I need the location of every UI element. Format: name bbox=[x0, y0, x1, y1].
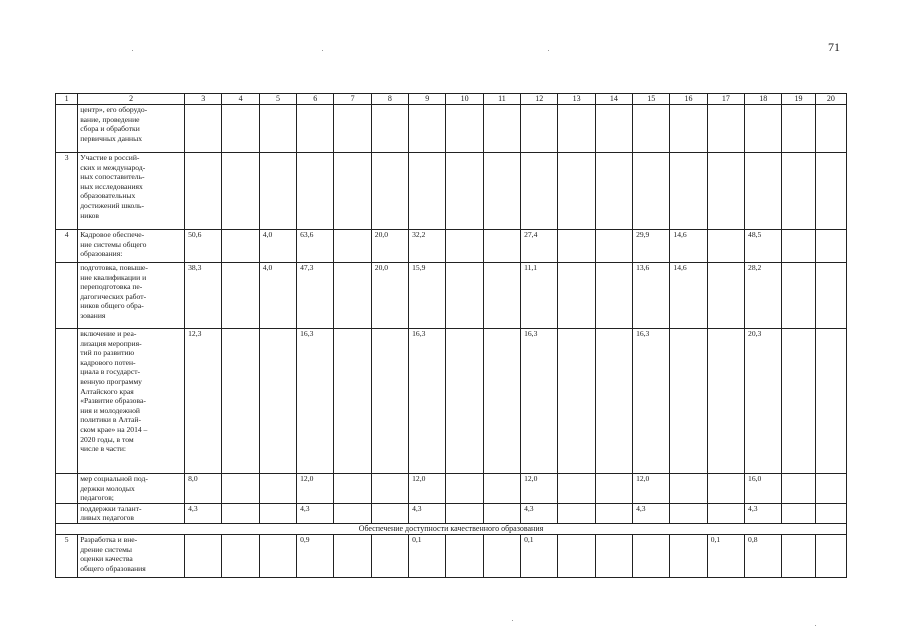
value-cell bbox=[483, 474, 520, 504]
value-cell bbox=[782, 329, 815, 474]
value-cell bbox=[595, 263, 632, 329]
column-header-8: 8 bbox=[371, 94, 408, 105]
value-cell: 15,9 bbox=[409, 263, 446, 329]
value-cell bbox=[222, 153, 259, 230]
value-cell bbox=[409, 105, 446, 153]
value-cell bbox=[446, 534, 483, 577]
row-number-cell: 3 bbox=[56, 153, 78, 230]
scan-speck bbox=[322, 50, 323, 51]
value-cell: 16,3 bbox=[521, 329, 558, 474]
value-cell bbox=[483, 503, 520, 523]
table-row bbox=[56, 263, 847, 329]
column-header-18: 18 bbox=[745, 94, 782, 105]
column-header-1: 1 bbox=[56, 94, 78, 105]
value-cell bbox=[259, 105, 296, 153]
value-cell: 63,6 bbox=[297, 230, 334, 263]
value-cell bbox=[222, 503, 259, 523]
column-header-17: 17 bbox=[707, 94, 744, 105]
value-cell bbox=[595, 329, 632, 474]
column-header-12: 12 bbox=[521, 94, 558, 105]
value-cell bbox=[259, 534, 296, 577]
description-cell: Участие в россий- ских и международ- ных сопоставитель- ных исследованиях образовательных достижений школь- ников bbox=[78, 153, 185, 230]
value-cell: 48,5 bbox=[745, 230, 782, 263]
value-cell bbox=[707, 329, 744, 474]
value-cell bbox=[371, 329, 408, 474]
column-header-13: 13 bbox=[558, 94, 595, 105]
value-cell: 29,9 bbox=[633, 230, 670, 263]
value-cell bbox=[558, 263, 595, 329]
value-cell bbox=[595, 153, 632, 230]
value-cell bbox=[707, 230, 744, 263]
value-cell bbox=[815, 474, 846, 504]
value-cell: 38,3 bbox=[185, 263, 222, 329]
value-cell bbox=[558, 534, 595, 577]
value-cell bbox=[633, 105, 670, 153]
value-cell: 4,0 bbox=[259, 263, 296, 329]
value-cell bbox=[297, 105, 334, 153]
column-header-16: 16 bbox=[670, 94, 707, 105]
data-table-container bbox=[55, 93, 847, 578]
value-cell bbox=[670, 534, 707, 577]
value-cell bbox=[185, 153, 222, 230]
value-cell bbox=[815, 329, 846, 474]
description-cell: подготовка, повыше- ние квалификации и переподготовка пе- дагогических работ- ников общего обра- зования bbox=[78, 263, 185, 329]
value-cell bbox=[595, 534, 632, 577]
value-cell bbox=[558, 230, 595, 263]
value-cell bbox=[558, 105, 595, 153]
row-number-cell bbox=[56, 105, 78, 153]
value-cell: 47,3 bbox=[297, 263, 334, 329]
value-cell bbox=[334, 534, 371, 577]
value-cell: 20,3 bbox=[745, 329, 782, 474]
value-cell: 50,6 bbox=[185, 230, 222, 263]
column-header-20: 20 bbox=[815, 94, 846, 105]
table-row bbox=[56, 230, 847, 263]
row-number-cell bbox=[56, 503, 78, 523]
row-number-cell: 4 bbox=[56, 230, 78, 263]
value-cell: 4,3 bbox=[521, 503, 558, 523]
value-cell bbox=[815, 230, 846, 263]
value-cell bbox=[259, 474, 296, 504]
row-number-cell bbox=[56, 474, 78, 504]
value-cell bbox=[633, 153, 670, 230]
column-header-3: 3 bbox=[185, 94, 222, 105]
value-cell: 4,0 bbox=[259, 230, 296, 263]
value-cell bbox=[595, 230, 632, 263]
value-cell: 12,3 bbox=[185, 329, 222, 474]
value-cell bbox=[446, 105, 483, 153]
table-row bbox=[56, 503, 847, 523]
value-cell bbox=[371, 153, 408, 230]
value-cell: 11,1 bbox=[521, 263, 558, 329]
value-cell bbox=[707, 153, 744, 230]
header-row bbox=[56, 94, 847, 105]
value-cell bbox=[371, 503, 408, 523]
section-row bbox=[56, 523, 847, 534]
value-cell bbox=[222, 105, 259, 153]
value-cell bbox=[595, 474, 632, 504]
value-cell bbox=[334, 329, 371, 474]
value-cell bbox=[815, 503, 846, 523]
value-cell bbox=[334, 153, 371, 230]
value-cell: 4,3 bbox=[297, 503, 334, 523]
value-cell bbox=[670, 105, 707, 153]
value-cell bbox=[633, 534, 670, 577]
column-header-10: 10 bbox=[446, 94, 483, 105]
value-cell: 8,0 bbox=[185, 474, 222, 504]
value-cell bbox=[259, 329, 296, 474]
value-cell bbox=[334, 230, 371, 263]
value-cell bbox=[409, 153, 446, 230]
value-cell bbox=[446, 503, 483, 523]
table-row bbox=[56, 329, 847, 474]
value-cell: 12,0 bbox=[297, 474, 334, 504]
column-header-6: 6 bbox=[297, 94, 334, 105]
table-row bbox=[56, 534, 847, 577]
column-header-11: 11 bbox=[483, 94, 520, 105]
row-number-cell bbox=[56, 263, 78, 329]
value-cell: 4,3 bbox=[745, 503, 782, 523]
value-cell: 16,3 bbox=[409, 329, 446, 474]
value-cell bbox=[782, 474, 815, 504]
value-cell bbox=[595, 503, 632, 523]
description-cell: включение и реа- лизация мероприя- тий по развитию кадрового потен- циала в государст- венную программу Алтайского края «Развитие образова- ния и молодежной политики в Алтай- ском крае» на 2014 – 2020 годы, в том числе в части: bbox=[78, 329, 185, 474]
column-header-5: 5 bbox=[259, 94, 296, 105]
value-cell bbox=[670, 503, 707, 523]
value-cell: 14,6 bbox=[670, 230, 707, 263]
value-cell bbox=[707, 105, 744, 153]
value-cell bbox=[483, 153, 520, 230]
value-cell bbox=[222, 474, 259, 504]
value-cell bbox=[483, 105, 520, 153]
value-cell bbox=[670, 153, 707, 230]
value-cell bbox=[558, 503, 595, 523]
column-header-2: 2 bbox=[78, 94, 185, 105]
table-body bbox=[56, 105, 847, 578]
value-cell: 4,3 bbox=[409, 503, 446, 523]
value-cell bbox=[446, 329, 483, 474]
description-cell: центр», его оборудо- вание, проведение сбора и обработки первичных данных bbox=[78, 105, 185, 153]
value-cell bbox=[334, 263, 371, 329]
value-cell bbox=[707, 503, 744, 523]
table-header bbox=[56, 94, 847, 105]
description-cell: Разработка и вне- дрение системы оценки качества общего образования bbox=[78, 534, 185, 577]
value-cell bbox=[745, 153, 782, 230]
value-cell: 12,0 bbox=[409, 474, 446, 504]
value-cell bbox=[815, 105, 846, 153]
column-header-7: 7 bbox=[334, 94, 371, 105]
value-cell bbox=[222, 534, 259, 577]
value-cell bbox=[782, 153, 815, 230]
table-row bbox=[56, 474, 847, 504]
page-number: 71 bbox=[828, 40, 840, 54]
column-header-14: 14 bbox=[595, 94, 632, 105]
value-cell bbox=[446, 153, 483, 230]
value-cell bbox=[670, 329, 707, 474]
value-cell bbox=[670, 474, 707, 504]
value-cell bbox=[297, 153, 334, 230]
value-cell bbox=[521, 105, 558, 153]
row-number-cell: 5 bbox=[56, 534, 78, 577]
value-cell bbox=[334, 503, 371, 523]
column-header-9: 9 bbox=[409, 94, 446, 105]
value-cell: 0,1 bbox=[707, 534, 744, 577]
value-cell bbox=[185, 105, 222, 153]
table-row bbox=[56, 153, 847, 230]
value-cell bbox=[782, 230, 815, 263]
value-cell bbox=[483, 230, 520, 263]
value-cell bbox=[707, 474, 744, 504]
value-cell bbox=[185, 534, 222, 577]
value-cell bbox=[334, 474, 371, 504]
value-cell bbox=[259, 503, 296, 523]
column-header-4: 4 bbox=[222, 94, 259, 105]
value-cell bbox=[595, 105, 632, 153]
value-cell bbox=[745, 105, 782, 153]
value-cell bbox=[483, 263, 520, 329]
value-cell: 28,2 bbox=[745, 263, 782, 329]
value-cell bbox=[446, 474, 483, 504]
value-cell bbox=[371, 105, 408, 153]
value-cell bbox=[782, 534, 815, 577]
value-cell bbox=[815, 263, 846, 329]
value-cell bbox=[815, 153, 846, 230]
value-cell: 12,0 bbox=[633, 474, 670, 504]
section-title: Обеспечение доступности качественного образования bbox=[56, 523, 847, 534]
value-cell bbox=[334, 105, 371, 153]
value-cell bbox=[371, 474, 408, 504]
value-cell bbox=[815, 534, 846, 577]
value-cell bbox=[782, 263, 815, 329]
value-cell bbox=[558, 474, 595, 504]
value-cell: 13,6 bbox=[633, 263, 670, 329]
value-cell bbox=[707, 263, 744, 329]
scan-speck bbox=[548, 50, 549, 51]
description-cell: поддержки талант- ливых педагогов bbox=[78, 503, 185, 523]
value-cell: 16,3 bbox=[633, 329, 670, 474]
value-cell bbox=[483, 329, 520, 474]
description-cell: Кадровое обеспече- ние системы общего образования: bbox=[78, 230, 185, 263]
value-cell: 0,9 bbox=[297, 534, 334, 577]
value-cell bbox=[782, 503, 815, 523]
value-cell bbox=[558, 329, 595, 474]
value-cell: 16,3 bbox=[297, 329, 334, 474]
description-cell: мер социальной под- держки молодых педагогов; bbox=[78, 474, 185, 504]
value-cell: 0,1 bbox=[409, 534, 446, 577]
scan-speck bbox=[512, 620, 513, 621]
value-cell: 4,3 bbox=[185, 503, 222, 523]
value-cell bbox=[446, 263, 483, 329]
value-cell: 0,1 bbox=[521, 534, 558, 577]
value-cell bbox=[222, 329, 259, 474]
value-cell bbox=[222, 230, 259, 263]
value-cell: 12,0 bbox=[521, 474, 558, 504]
column-header-15: 15 bbox=[633, 94, 670, 105]
scan-speck bbox=[132, 50, 133, 51]
data-table bbox=[55, 93, 847, 578]
value-cell bbox=[782, 105, 815, 153]
value-cell: 20,0 bbox=[371, 263, 408, 329]
value-cell bbox=[446, 230, 483, 263]
value-cell: 4,3 bbox=[633, 503, 670, 523]
table-row bbox=[56, 105, 847, 153]
value-cell: 32,2 bbox=[409, 230, 446, 263]
value-cell: 20,0 bbox=[371, 230, 408, 263]
value-cell bbox=[521, 153, 558, 230]
value-cell: 27,4 bbox=[521, 230, 558, 263]
column-header-19: 19 bbox=[782, 94, 815, 105]
scan-speck bbox=[815, 625, 816, 626]
value-cell bbox=[371, 534, 408, 577]
value-cell: 14,6 bbox=[670, 263, 707, 329]
row-number-cell bbox=[56, 329, 78, 474]
value-cell bbox=[558, 153, 595, 230]
value-cell bbox=[483, 534, 520, 577]
value-cell bbox=[222, 263, 259, 329]
value-cell bbox=[259, 153, 296, 230]
value-cell: 0,8 bbox=[745, 534, 782, 577]
value-cell: 16,0 bbox=[745, 474, 782, 504]
